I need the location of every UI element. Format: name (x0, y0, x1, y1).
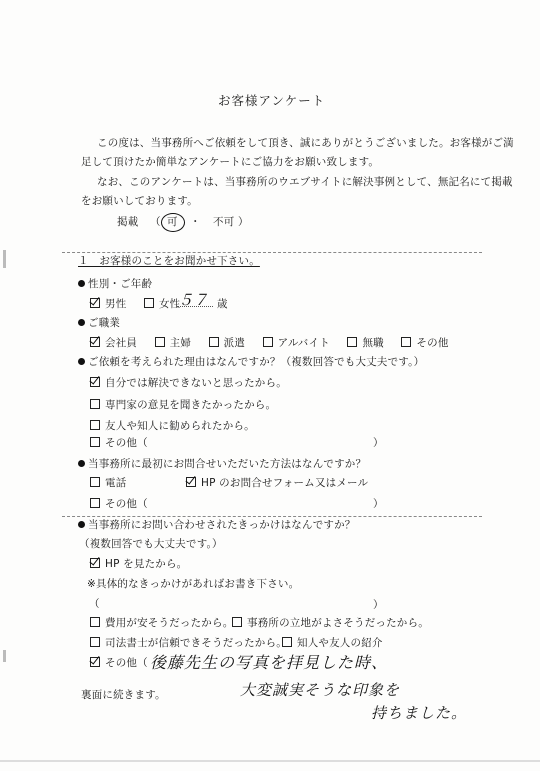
intro-line-3: なお、このアンケートは、当事務所のウエブサイトに解決事例として、無記名にて掲載 (97, 176, 513, 188)
footer-continue: 裏面に続きます。 (81, 689, 166, 701)
q-reason-label: ご依頼を考えられた理由はなんですか？（複数回答でも大丈夫です。） (78, 355, 424, 369)
q-trigger-label: 当事務所にお問い合わせされたきっかけはなんですか？ (78, 518, 356, 532)
handwritten-line-2: 大変誠実そうな印象を (240, 681, 401, 699)
bullet-icon (78, 358, 85, 365)
consent-yes[interactable]: 可 (167, 216, 178, 228)
consent-label: 掲載 (117, 216, 139, 228)
consent-close: ） (238, 216, 249, 228)
trigger-location-checkbox[interactable] (232, 617, 242, 627)
contact-hp-checkbox[interactable] (186, 477, 196, 487)
age-underline (177, 306, 213, 307)
handwritten-line-3: 持ちました。 (371, 704, 468, 722)
q-trigger-sublabel: （複数回答でも大丈夫です。） (79, 538, 223, 550)
trigger-cost-checkbox[interactable] (90, 617, 100, 627)
contact-phone-checkbox[interactable] (90, 477, 100, 487)
separator-line (62, 252, 482, 253)
reason-option-2: 専門家の意見を聞きたかったから。 (90, 398, 276, 412)
trigger-referral-checkbox[interactable] (282, 637, 292, 647)
reason-option-3: 友人や知人に勧められたから。 (90, 419, 255, 433)
reason-other-checkbox[interactable] (90, 437, 100, 447)
trigger-detail-open: （ (89, 598, 100, 610)
trigger-trust: 司法書士が信頼できそうだったから。 (90, 636, 287, 650)
age-suffix: 歳 (217, 298, 228, 310)
reason-2-checkbox[interactable] (90, 399, 100, 409)
contact-phone: 電話 (90, 476, 126, 490)
female-checkbox[interactable] (144, 298, 154, 308)
age-handwritten: ５７ (178, 291, 209, 309)
female-label: 女性 (158, 298, 181, 310)
page-title: お客様アンケート (218, 93, 326, 108)
consent-no[interactable]: 不可 (213, 216, 235, 228)
bullet-icon (78, 521, 85, 528)
trigger-referral: 知人や友人の紹介 (282, 636, 383, 650)
job-option-housewife-checkbox[interactable] (155, 337, 165, 347)
trigger-hp: HP を見たから。 (90, 557, 187, 571)
reason-1-checkbox[interactable] (90, 377, 100, 387)
job-option-dispatch-checkbox[interactable] (209, 337, 219, 347)
consent-sep: ・ (190, 216, 201, 228)
reason-option-other: その他（ (90, 436, 148, 450)
male-label: 男性 (105, 298, 127, 310)
reason-other-close: ） (373, 437, 384, 449)
trigger-other: その他（ (90, 656, 148, 670)
reason-option-1: 自分では解決できないと思ったから。 (90, 376, 287, 390)
separator-line (62, 516, 482, 517)
job-option-other-checkbox[interactable] (401, 337, 411, 347)
bullet-icon (78, 280, 85, 287)
trigger-cost: 費用が安そうだったから。 (90, 616, 233, 630)
q-contact-label: 当事務所に最初にお問合せいただいた方法はなんですか？ (78, 457, 366, 471)
male-checkbox[interactable] (90, 298, 100, 308)
trigger-hp-checkbox[interactable] (90, 558, 100, 568)
intro-line-4: をお願いしております。 (81, 195, 198, 207)
q-gender-label: 性別・ご年齢 (78, 277, 152, 291)
q-job-label: ご職業 (78, 316, 120, 330)
job-row: 会社員 主婦 派遣 アルバイト 無職 その他 (90, 336, 449, 350)
section-1-heading: １ お客様のことをお聞かせ下さい。 (78, 255, 260, 267)
job-option-unemployed-checkbox[interactable] (347, 337, 357, 347)
handwritten-line-1: 後藤先生の写真を拝見した時、 (150, 653, 389, 672)
contact-other-close: ） (373, 498, 384, 510)
contact-hp-form: HP のお問合せフォーム又はメール (186, 476, 368, 490)
intro-line-1: この度は、当事務所へご依頼をして頂き、誠にありがとうございました。お客様がご満 (97, 137, 514, 149)
trigger-detail-prompt: ※具体的なきっかけがあればお書き下さい。 (87, 578, 300, 590)
scan-mark (0, 760, 540, 762)
reason-3-checkbox[interactable] (90, 420, 100, 430)
bullet-icon (78, 319, 85, 326)
contact-other: その他（ (90, 497, 148, 511)
job-option-company-checkbox[interactable] (90, 337, 100, 347)
scan-mark (3, 250, 6, 268)
consent-open: （ (150, 216, 161, 228)
consent-yes-circle (161, 213, 185, 232)
job-option-parttime-checkbox[interactable] (263, 337, 273, 347)
intro-line-2: 足して頂けたか簡単なアンケートにご協力をお願い致します。 (81, 156, 380, 168)
trigger-detail-close: ） (373, 599, 384, 611)
gender-row (90, 297, 180, 311)
trigger-other-checkbox[interactable] (90, 657, 100, 667)
bullet-icon (78, 460, 85, 467)
trigger-location: 事務所の立地がよさそうだったから。 (232, 616, 429, 630)
scan-mark (3, 650, 6, 662)
contact-other-checkbox[interactable] (90, 498, 100, 508)
trigger-trust-checkbox[interactable] (90, 637, 100, 647)
